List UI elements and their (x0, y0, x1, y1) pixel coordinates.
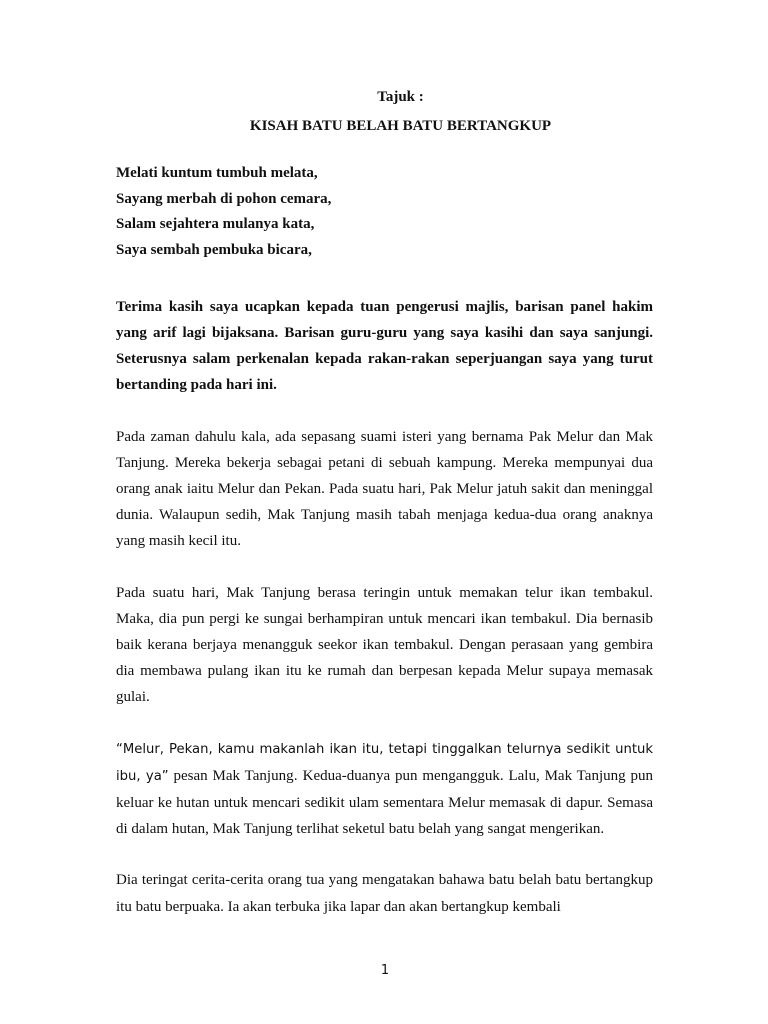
story-paragraph-3-rest: Kedua-duanya pun mengangguk. Lalu, Mak Tanjung pun keluar ke hutan untuk mencari sedikit ulam sementara Melur memasak di dapur. Semasa di dalam hutan, Mak Tanjung terlihat seketul batu belah yang sangat mengerikan. (116, 767, 653, 838)
story-paragraph-4: Dia teringat cerita-cerita orang tua yang mengatakan bahawa batu belah batu bertangkup itu batu berpuaka. Ia akan terbuka jika lapar dan akan bertangkup kembali (116, 872, 653, 915)
quote-attribution: pesan Mak Tanjung (168, 767, 294, 784)
story-paragraph-3 (116, 736, 653, 843)
pantun-line-2: Sayang merbah di pohon cemara, (116, 190, 332, 207)
quote-text: “Melur, Pekan, kamu makanlah ikan itu, tetapi tinggalkan telurnya sedikit untuk ibu, ya” (116, 741, 653, 784)
document-body (116, 87, 653, 920)
pantun-line-4: Saya sembah pembuka bicara, (116, 242, 312, 259)
title-label: Tajuk : (377, 89, 424, 105)
page-number: 1 (380, 963, 390, 978)
pantun-line-3: Salam sejahtera mulanya kata, (116, 216, 315, 233)
pantun-line-1: Melati kuntum tumbuh melata, (116, 165, 318, 181)
document-title: KISAH BATU BELAH BATU BERTANGKUP (249, 118, 552, 134)
greeting-paragraph: Terima kasih saya ucapkan kepada tuan pengerusi majlis, barisan panel hakim yang arif lagi bijaksana. Barisan guru-guru yang saya kasihi dan saya sanjungi. Seterusnya salam perkenalan kepada rakan-rakan seperjuangan saya yang turut bertanding pada hari ini. (116, 298, 653, 394)
story-paragraph-2: Pada suatu hari, Mak Tanjung berasa teringin untuk memakan telur ikan tembakul. Maka, dia pun pergi ke sungai berhampiran untuk mencari ikan tembakul. Dia bernasib baik kerana berjaya menangguk seekor ikan tembakul. Dengan perasaan yang gembira dia membawa pulang ikan itu ke rumah dan berpesan kepada Melur supaya memasak gulai. (116, 584, 653, 706)
quote-period: . (293, 768, 298, 784)
story-paragraph-1: Pada zaman dahulu kala, ada sepasang suami isteri yang bernama Pak Melur dan Mak Tanjung. Mereka bekerja sebagai petani di sebuah kampung. Mereka mempunyai dua orang anak iaitu Melur dan Pekan. Pada suatu hari, Pak Melur jatuh sakit dan meninggal dunia. Walaupun sedih, Mak Tanjung masih tabah menjaga kedua-dua orang anaknya yang masih kecil itu. (116, 428, 653, 550)
pantun-verse (116, 161, 653, 264)
